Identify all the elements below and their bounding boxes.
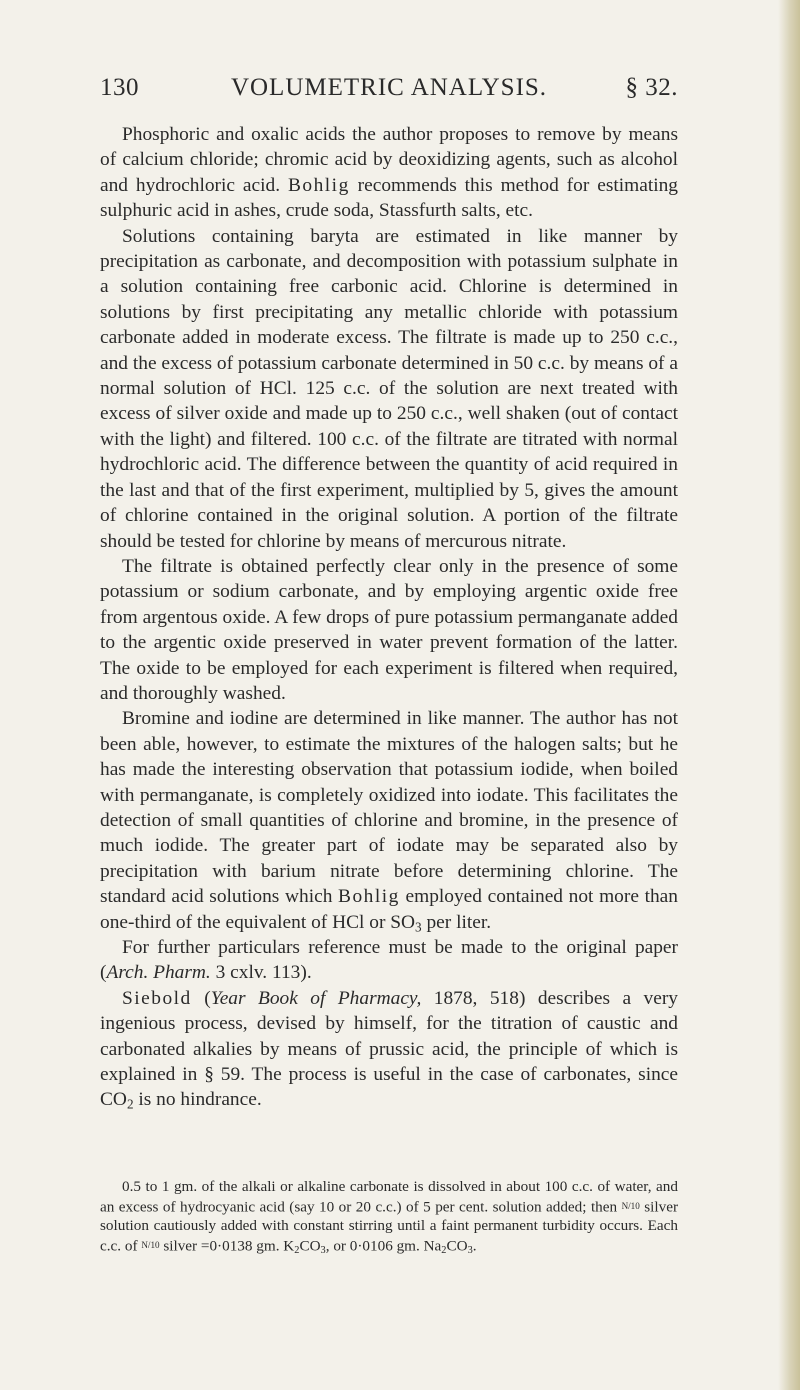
fraction: N/10 bbox=[621, 1200, 640, 1211]
text-run: 1878, 518) describes a very ingenious process, devised by himself, for the titration of caustic and carbonated alkalies by means of prussic acid, the principle of which is explained in § 59. The process is useful in the case of carbonates, since CO bbox=[100, 987, 678, 1111]
paragraph-1 bbox=[100, 122, 678, 224]
author-name: Siebold bbox=[122, 987, 192, 1009]
text-run: per liter. bbox=[421, 911, 492, 933]
author-name: Bohlig bbox=[338, 886, 400, 908]
running-header bbox=[100, 74, 678, 108]
subscript: 2 bbox=[294, 1244, 300, 1256]
text-run: , or 0·0106 gm. Na bbox=[325, 1237, 442, 1255]
paragraph-5 bbox=[100, 935, 678, 986]
text-run: silver solution cautiously added with constant stirring until a faint permanent turbidity occurs. Each c.c. of bbox=[100, 1197, 678, 1255]
body-text bbox=[100, 122, 678, 1113]
subscript: 3 bbox=[320, 1244, 326, 1256]
page-edge-shadow bbox=[778, 0, 800, 1390]
section-marker: § 32. bbox=[625, 74, 678, 101]
paragraph-3: The filtrate is obtained perfectly clear only in the presence of some potassium or sodium carbonate, and by employing argentic oxide free from argentous oxide. A few drops of pure potassium permanganate added to the argentic oxide preserved in water prevent formation of the latter. The oxide to be employed for each experiment is filtered when required, and thoroughly washed. bbox=[100, 555, 678, 704]
paragraph-6 bbox=[100, 986, 678, 1113]
citation-italic: Year Book of Pharmacy, bbox=[210, 987, 422, 1009]
subscript: 2 bbox=[441, 1244, 447, 1256]
text-run: employed contained not more than one-third of the equivalent of HCl or SO bbox=[100, 886, 678, 933]
subscript: 3 bbox=[467, 1244, 473, 1256]
text-run: ( bbox=[191, 987, 211, 1009]
text-run: CO bbox=[299, 1237, 321, 1255]
fraction: N/10 bbox=[141, 1240, 160, 1251]
author-name: Bohlig bbox=[287, 174, 350, 196]
text-run: For further particulars reference must be made to the original paper ( bbox=[100, 937, 678, 984]
subscript: 2 bbox=[126, 1096, 134, 1112]
running-title: VOLUMETRIC ANALYSIS. bbox=[230, 74, 548, 101]
text-run: recommends this method for estimating sulphuric acid in ashes, crude soda, Stassfurth salts, etc. bbox=[100, 174, 678, 222]
text-run: . bbox=[472, 1237, 477, 1255]
paragraph-4 bbox=[100, 706, 678, 935]
citation-italic: Arch. Pharm. bbox=[106, 962, 211, 984]
text-run: Phosphoric and oxalic acids the author proposes to remove by means of calcium chloride; chromic acid by deoxidizing agents, such as alcohol and hydrochloric acid. bbox=[100, 124, 678, 196]
footnote-paragraph bbox=[100, 1177, 678, 1256]
text-run: is no hindrance. bbox=[133, 1089, 262, 1111]
page-number: 130 bbox=[100, 74, 139, 101]
subscript: 3 bbox=[415, 918, 422, 934]
text-run: silver =0·0138 gm. K bbox=[159, 1237, 295, 1255]
paragraph-2: Solutions containing baryta are estimated in like manner by precipitation as carbonate, and decomposition with potassium sulphate in a solution containing free carbonic acid. Chlorine is determined in solutions by first precipitating any metallic chloride with potassium carbonate added in moderate excess. The filtrate is made up to 250 c.c., and the excess of potassium carbonate determined in 50 c.c. by means of a normal solution of HCl. 125 c.c. of the solution are next treated with excess of silver oxide and made up to 250 c.c., well shaken (out of contact with the light) and filtered. 100 c.c. of the filtrate are titrated with normal hydrochloric acid. The difference between the quantity of acid required in the last and that of the first experiment, multiplied by 5, gives the amount of chlorine contained in the original solution. A portion of the filtrate should be tested for chlorine by means of mercurous nitrate. bbox=[100, 225, 678, 552]
text-run: Bromine and iodine are determined in like manner. The author has not been able, however, to estimate the mixtures of the halogen salts; but he has made the interesting observation that potassium iodide, when boiled with permanganate, is completely oxidized into iodate. This facilitates the detection of small quantities of chlorine and bromine, in the presence of much iodide. The greater part of iodate may be separated also by precipitation with barium nitrate before determining chlorine. The standard acid solutions which bbox=[100, 708, 678, 908]
text-run: 0.5 to 1 gm. of the alkali or alkaline carbonate is dissolved in about 100 c.c. of water, and an excess of hydrocyanic acid (say 10 or 20 c.c.) of 5 per cent. solution added; then bbox=[100, 1178, 678, 1215]
text-run: 3 cxlv. 113). bbox=[210, 962, 312, 984]
footnote bbox=[100, 1177, 678, 1256]
text-run: CO bbox=[446, 1237, 468, 1255]
